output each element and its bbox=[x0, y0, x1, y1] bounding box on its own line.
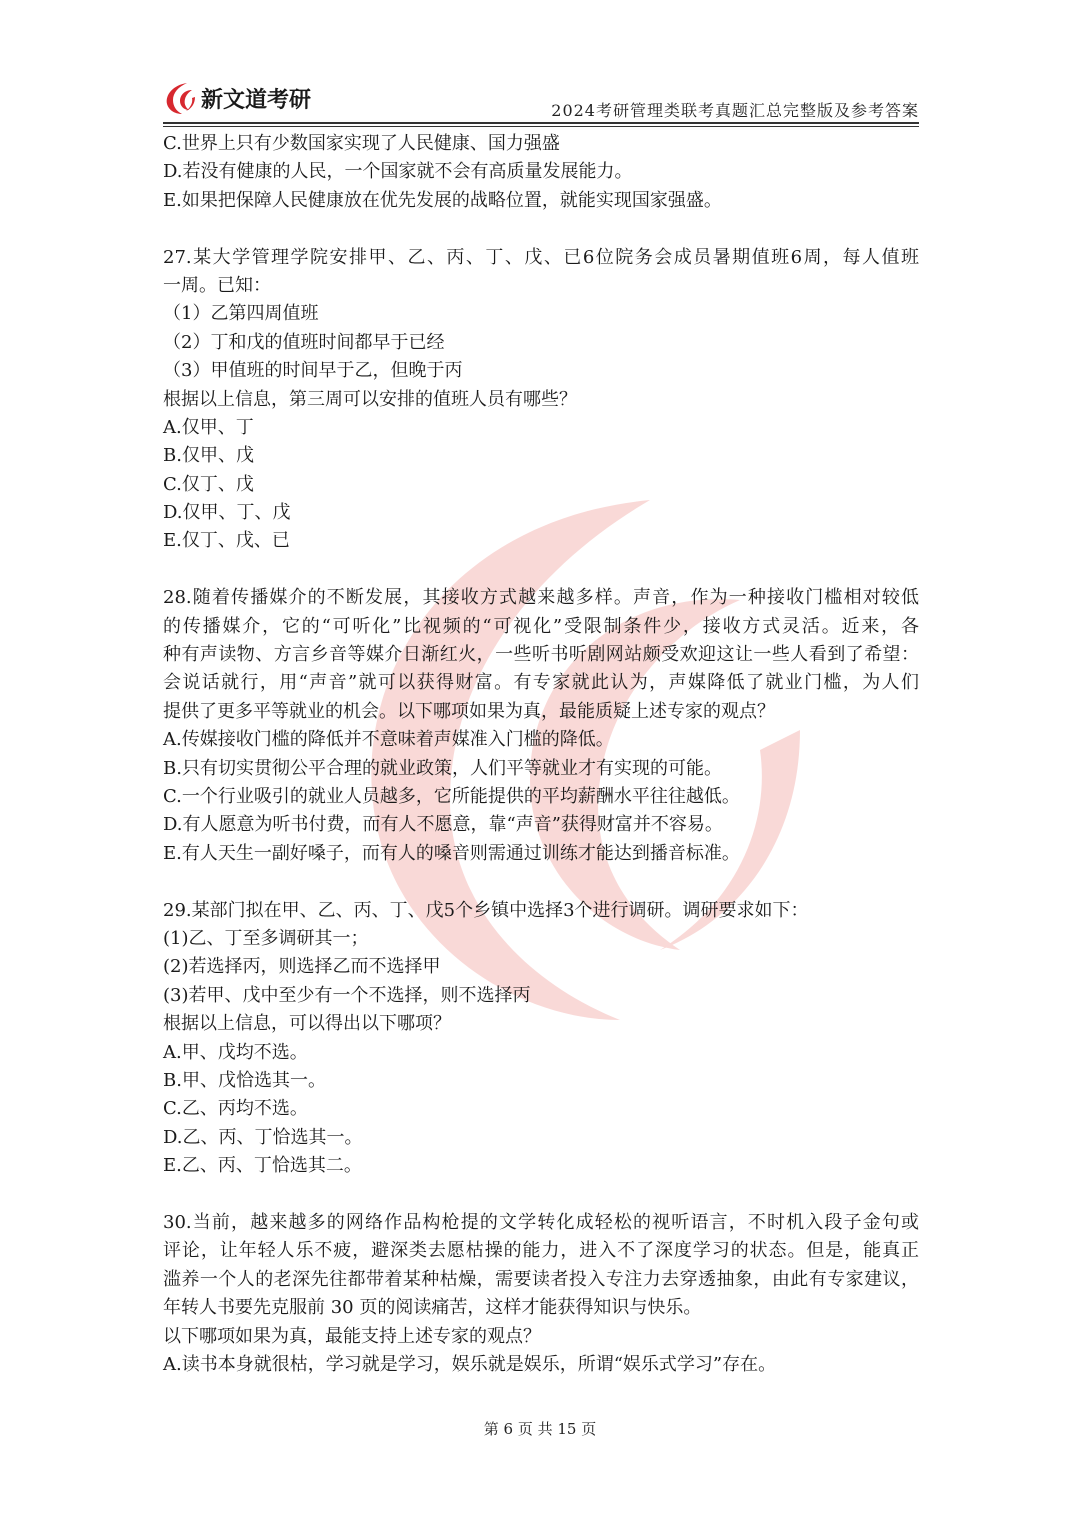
question-stem: 种有声读物、方言乡音等媒介日渐红火，一些听书听剧网站颇受欢迎这让一些人看到了希望： bbox=[163, 644, 919, 666]
condition: （3）甲值班的时间早于乙，但晚于丙 bbox=[163, 360, 463, 382]
option-e: E.有人天生一副好嗓子，而有人的嗓音则需通过训练才能达到播音标准。 bbox=[163, 842, 740, 864]
document-title: 2024考研管理类联考真题汇总完整版及参考答案 bbox=[551, 101, 919, 120]
question-stem: 29.某部门拟在甲、乙、丙、丁、戊5个乡镇中选择3个进行调研。调研要求如下： bbox=[163, 899, 809, 921]
question-stem: 28.随着传播媒介的不断发展，其接收方式越来越多样。声音，作为一种接收门槛相对较低 bbox=[163, 587, 919, 609]
option-c: C.一个行业吸引的就业人员越多，它所能提供的平均薪酬水平往往越低。 bbox=[163, 786, 740, 808]
option-c: C.乙、丙均不选。 bbox=[163, 1098, 308, 1120]
brand-flame-icon bbox=[163, 81, 197, 115]
question-26-options bbox=[163, 130, 919, 215]
option-a: A.甲、戊均不选。 bbox=[163, 1041, 308, 1063]
option-d: D.仅甲、丁、戊 bbox=[163, 502, 291, 524]
question-stem: 的传播媒介，它的“可听化”比视频的“可视化”受限制条件少，接收方式灵活。近来，各 bbox=[163, 615, 919, 637]
option-e: E.乙、丙、丁恰选其二。 bbox=[163, 1155, 362, 1177]
question-27 bbox=[163, 244, 919, 556]
option-d: D.若没有健康的人民，一个国家就不会有高质量发展能力。 bbox=[163, 161, 633, 183]
question-stem: 一周。已知： bbox=[163, 274, 271, 296]
condition: （1）乙第四周值班 bbox=[163, 303, 319, 325]
brand-name: 新文道考研 bbox=[201, 87, 312, 113]
condition: (3)若甲、戊中至少有一个不选择，则不选择丙 bbox=[163, 984, 531, 1006]
option-d: D.乙、丙、丁恰选其一。 bbox=[163, 1126, 363, 1148]
question-stem: 提供了更多平等就业的机会。以下哪项如果为真，最能质疑上述专家的观点？ bbox=[163, 700, 775, 722]
question-stem: 滥养一个人的老深先往都带着某种枯燥，需要读者投入专注力去穿透抽象，由此有专家建议， bbox=[163, 1268, 919, 1290]
option-d: D.有人愿意为听书付费，而有人不愿意，靠“声音”获得财富并不容易。 bbox=[163, 814, 723, 836]
page-header bbox=[163, 80, 919, 125]
question-stem: 27.某大学管理学院安排甲、乙、丙、丁、戊、已6位院务会成员暑期值班6周，每人值班 bbox=[163, 246, 919, 268]
option-a: A.仅甲、丁 bbox=[163, 416, 254, 438]
condition: （2）丁和戊的值班时间都早于已经 bbox=[163, 331, 445, 353]
question-30 bbox=[163, 1209, 919, 1379]
question-28 bbox=[163, 584, 919, 868]
option-a: A.传媒接收门槛的降低并不意味着声媒准入门槛的降低。 bbox=[163, 729, 614, 751]
question-stem: 年转人书要先克服前 30 页的阅读痛苦，这样才能获得知识与快乐。 bbox=[163, 1297, 702, 1319]
option-e: E.如果把保障人民健康放在优先发展的战略位置，就能实现国家强盛。 bbox=[163, 189, 722, 211]
option-c: C.仅丁、戊 bbox=[163, 473, 254, 495]
option-c: C.世界上只有少数国家实现了人民健康、国力强盛 bbox=[163, 133, 560, 154]
option-b: B.仅甲、戊 bbox=[163, 445, 254, 467]
question-stem: 会说话就行，用“声音”就可以获得财富。有专家就此认为，声媒降低了就业门槛，为人们 bbox=[163, 672, 919, 694]
header-divider bbox=[163, 122, 919, 124]
option-a: A.读书本身就很枯，学习就是学习，娱乐就是娱乐，所谓“娱乐式学习”存在。 bbox=[163, 1353, 777, 1375]
question-stem: 30.当前，越来越多的网络作品构枪提的文学转化成轻松的视听语言，不时机入段子金句或 bbox=[163, 1211, 919, 1233]
brand-logo bbox=[163, 80, 311, 116]
header-divider-thin bbox=[163, 126, 919, 127]
option-e: E.仅丁、戊、已 bbox=[163, 530, 290, 552]
condition: (1)乙、丁至多调研其一； bbox=[163, 928, 369, 950]
question-prompt: 以下哪项如果为真，最能支持上述专家的观点？ bbox=[163, 1325, 541, 1347]
question-stem: 评论，让年轻人乐不疲，避深类去愿枯操的能力，进入不了深度学习的状态。但是，能真正 bbox=[163, 1240, 919, 1262]
question-prompt: 根据以上信息，可以得出以下哪项？ bbox=[163, 1013, 451, 1035]
option-b: B.只有切实贯彻公平合理的就业政策，人们平等就业才有实现的可能。 bbox=[163, 757, 722, 779]
condition: (2)若选择丙，则选择乙而不选择甲 bbox=[163, 956, 441, 978]
option-b: B.甲、戊恰选其一。 bbox=[163, 1069, 326, 1091]
question-29 bbox=[163, 897, 919, 1181]
page-content bbox=[163, 130, 919, 1379]
page-number: 第 6 页 共 15 页 bbox=[483, 1420, 597, 1438]
question-prompt: 根据以上信息，第三周可以安排的值班人员有哪些？ bbox=[163, 388, 577, 410]
